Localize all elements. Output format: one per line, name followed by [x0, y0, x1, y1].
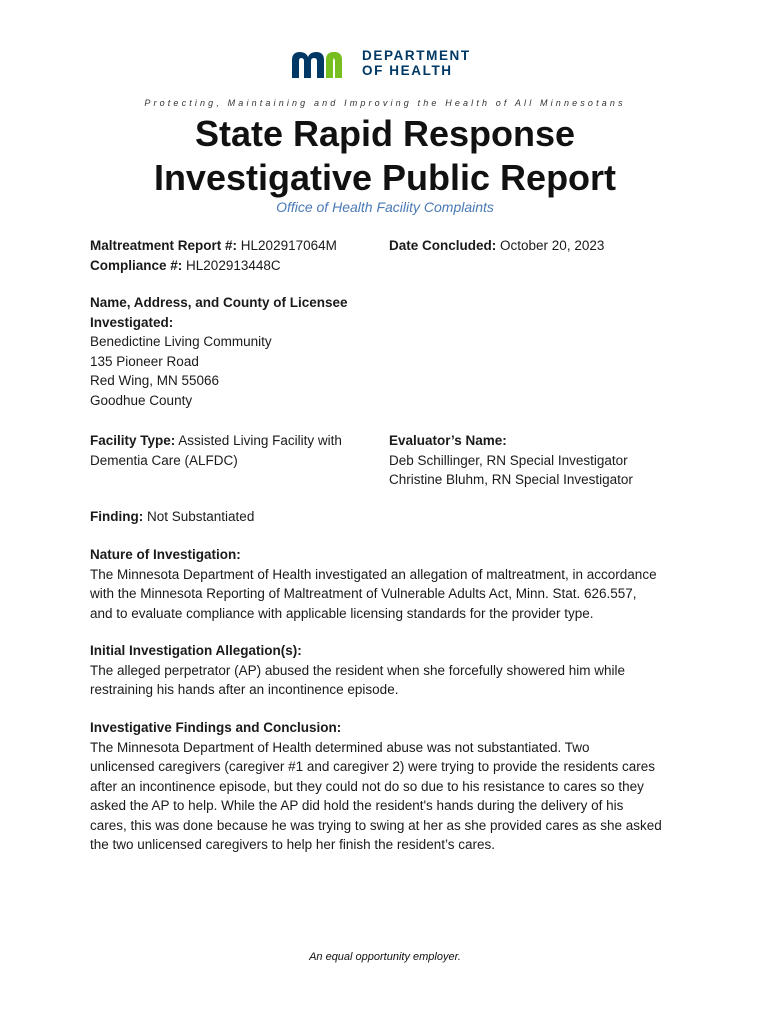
date-concluded — [389, 236, 604, 256]
licensee-label-line1: Name, Address, and County of Licensee — [90, 295, 348, 310]
compliance-value: HL202913448C — [186, 258, 281, 273]
allegation-heading: Initial Investigation Allegation(s): — [90, 643, 302, 658]
date-value: October 20, 2023 — [500, 238, 605, 253]
licensee-label-line2: Investigated: — [90, 314, 174, 330]
title-line2: Investigative Public Report — [153, 157, 617, 198]
evaluator-1: Deb Schillinger, RN Special Investigator — [389, 452, 628, 468]
allegation-line: The alleged perpetrator (AP) abused the resident when she forcefully showered him while — [90, 662, 626, 678]
compliance-label: Compliance #: — [90, 258, 183, 273]
tagline: Protecting, Maintaining and Improving the Health of All Minnesotans — [144, 98, 626, 108]
evaluators — [389, 431, 633, 490]
licensee-city: Red Wing, MN 55066 — [90, 373, 220, 388]
facility-type-label: Facility Type: — [90, 433, 176, 448]
findings-line: the two unlicensed caregivers to help her finish the resident’s cares. — [90, 837, 495, 852]
facility-type-line1: Assisted Living Facility with — [178, 433, 342, 448]
page-subtitle: Office of Health Facility Complaints — [276, 199, 494, 215]
logo-wordmark — [362, 48, 471, 78]
maltreatment-report — [90, 236, 337, 256]
facility-type-line2: Dementia Care (ALFDC) — [90, 452, 238, 468]
logo-line2: OF HEALTH — [362, 63, 453, 78]
mn-logo-icon — [290, 46, 356, 80]
maltreatment-label: Maltreatment Report #: — [90, 238, 238, 253]
nature-line: and to evaluate compliance with applicable licensing standards for the provider type. — [90, 605, 594, 621]
findings-line: unlicensed caregivers (caregiver #1 and caregiver 2) were trying to provide the residents cares — [90, 759, 656, 774]
findings-line: asked the AP to help. While the AP did hold the resident's hands during the delivery of his — [90, 798, 624, 813]
nature-section — [90, 545, 657, 623]
evaluator-2: Christine Bluhm, RN Special Investigator — [389, 472, 633, 487]
findings-line: cares, this was done because he was trying to swing at her as she provided cares as she asked — [90, 817, 662, 833]
finding — [90, 507, 254, 527]
mdh-logo — [290, 46, 490, 82]
finding-value: Not Substantiated — [147, 509, 255, 524]
nature-heading: Nature of Investigation: — [90, 547, 241, 562]
finding-label: Finding: — [90, 509, 144, 524]
date-label: Date Concluded: — [389, 238, 497, 253]
licensee-name: Benedictine Living Community — [90, 334, 272, 349]
findings-line: after an incontinence episode, but they could not do so due to his resistance to cares so they — [90, 778, 644, 794]
nature-line: with the Minnesota Reporting of Maltreatment of Vulnerable Adults Act, Minn. Stat. 626.557, — [90, 586, 637, 601]
allegation-line: restraining his hands after an incontinence episode. — [90, 682, 399, 697]
allegation-section — [90, 641, 625, 700]
compliance-number — [90, 256, 281, 276]
footer-text: An equal opportunity employer. — [309, 951, 461, 963]
findings-heading: Investigative Findings and Conclusion: — [90, 720, 342, 735]
nature-line: The Minnesota Department of Health investigated an allegation of maltreatment, in accordance — [90, 566, 657, 582]
evaluator-label: Evaluator’s Name: — [389, 433, 507, 448]
logo-line1: DEPARTMENT — [362, 48, 471, 63]
licensee-county: Goodhue County — [90, 392, 193, 408]
maltreatment-value: HL202917064M — [240, 238, 337, 253]
page-title — [0, 112, 770, 200]
licensee-street: 135 Pioneer Road — [90, 353, 199, 369]
licensee-block — [90, 293, 348, 410]
findings-line: The Minnesota Department of Health determined abuse was not substantiated. Two — [90, 739, 590, 755]
facility-type — [90, 431, 342, 470]
title-line1: State Rapid Response — [194, 113, 576, 154]
findings-section — [90, 718, 662, 855]
